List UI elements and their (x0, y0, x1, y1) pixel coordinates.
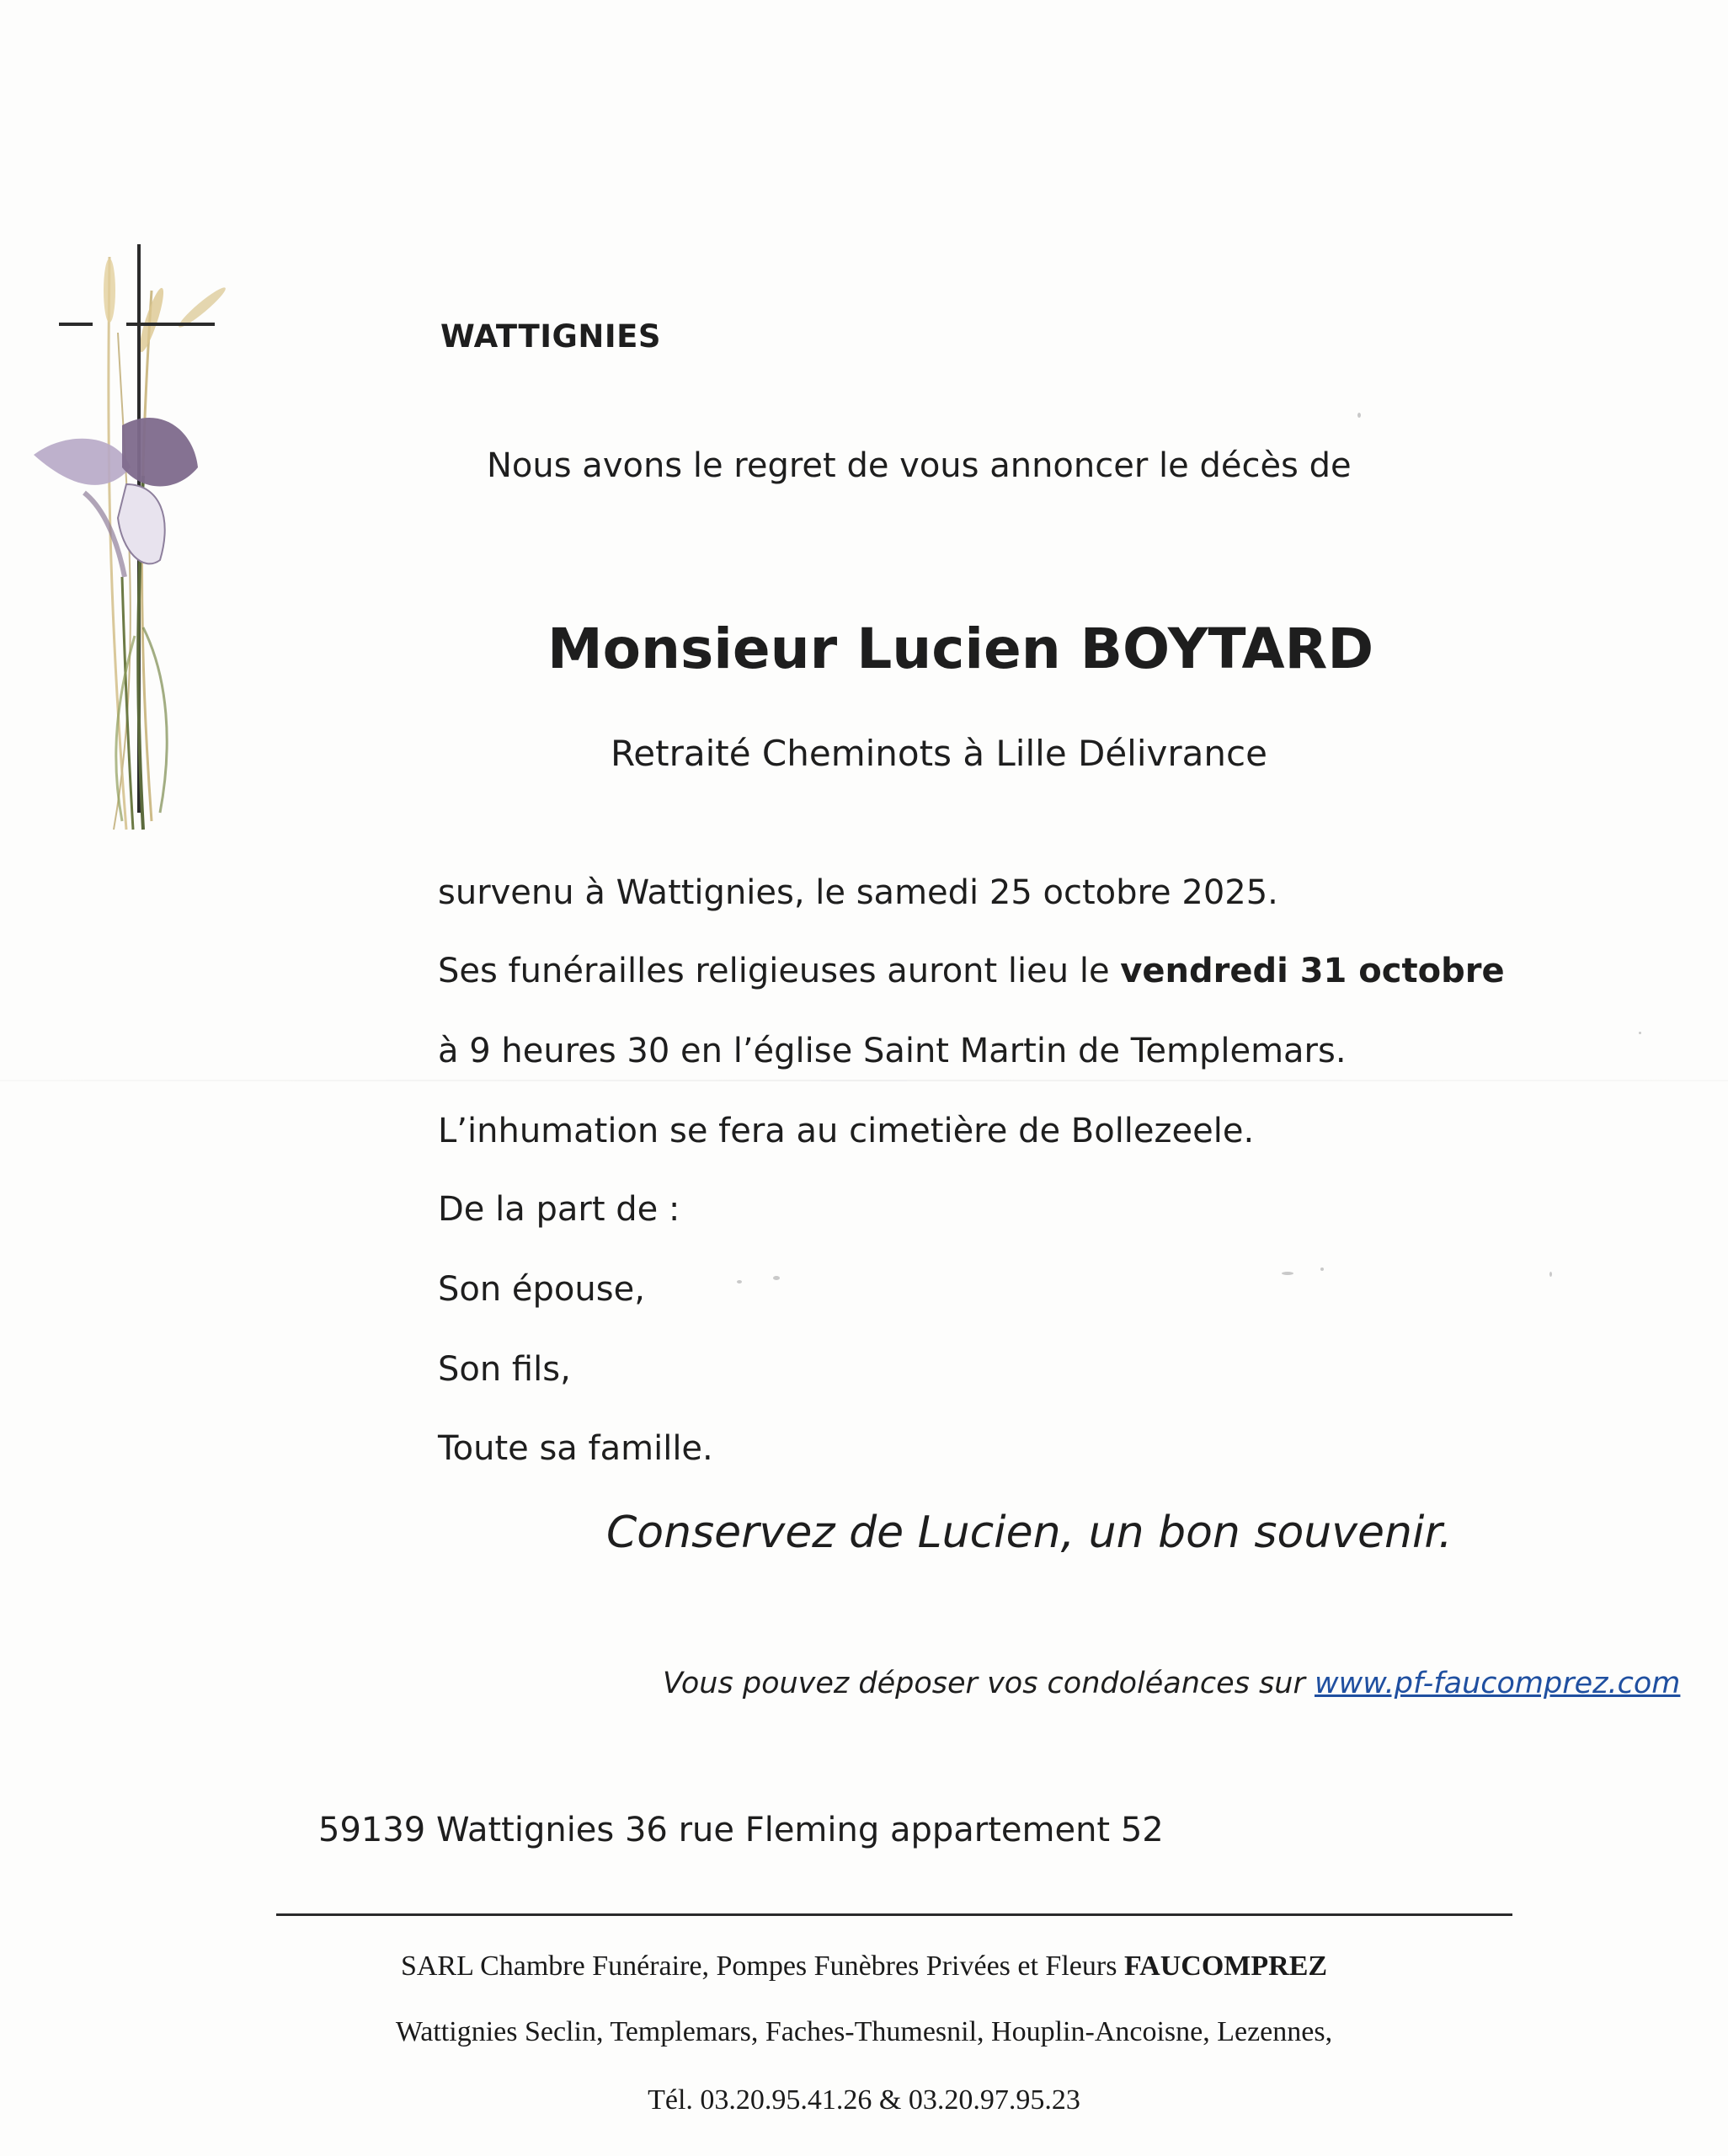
company-phone: Tél. 03.20.95.41.26 & 03.20.97.95.23 (648, 2084, 1080, 2116)
scan-speck (1320, 1267, 1324, 1271)
condolences-text: Vous pouvez déposer vos condoléances sur (663, 1667, 1315, 1700)
footer-divider (276, 1913, 1512, 1916)
announcement-intro: Nous avons le regret de vous annoncer le décès de (487, 446, 1352, 485)
cross-with-lilies-icon (25, 240, 244, 846)
family-item: Son épouse, (438, 1270, 645, 1309)
scan-speck (1549, 1272, 1552, 1277)
scan-speck (773, 1276, 780, 1280)
condolences-line (663, 1667, 1680, 1700)
company-prefix: SARL Chambre Funéraire, Pompes Funèbres Privées et Fleurs (400, 1951, 1124, 1982)
death-details: survenu à Wattignies, le samedi 25 octobre 2025. (438, 873, 1278, 912)
scan-speck (737, 1280, 742, 1283)
church-details: à 9 heures 30 en l’église Saint Martin de Templemars. (438, 1032, 1347, 1070)
from-label: De la part de : (438, 1190, 680, 1229)
funeral-company (0, 1951, 1728, 1983)
memorial-motto: Conservez de Lucien, un bon souvenir. (606, 1508, 1453, 1558)
funeral-prefix: Ses funérailles religieuses auront lieu le (438, 952, 1121, 990)
company-locations: Wattignies Seclin, Templemars, Faches-Thumesnil, Houplin-Ancoisne, Lezennes, (395, 2016, 1333, 2047)
paper-fold-line (0, 1080, 1728, 1081)
scan-speck (1357, 413, 1361, 418)
scan-speck (1282, 1272, 1293, 1275)
burial-details: L’inhumation se fera au cimetière de Bollezeele. (438, 1112, 1255, 1150)
deceased-occupation: Retraité Cheminots à Lille Délivrance (611, 733, 1267, 774)
condolences-link[interactable]: www.pf-faucomprez.com (1314, 1667, 1681, 1700)
company-name: FAUCOMPREZ (1123, 1951, 1328, 1982)
funeral-details (438, 952, 1505, 990)
family-item: Toute sa famille. (438, 1429, 713, 1468)
family-item: Son fils, (438, 1350, 571, 1389)
town-heading: WATTIGNIES (440, 318, 662, 355)
deceased-name: Monsieur Lucien BOYTARD (547, 616, 1374, 681)
scan-speck (1639, 1032, 1641, 1034)
funeral-date: vendredi 31 octobre (1120, 952, 1505, 990)
family-address: 59139 Wattignies 36 rue Fleming appartement 52 (318, 1811, 1164, 1849)
